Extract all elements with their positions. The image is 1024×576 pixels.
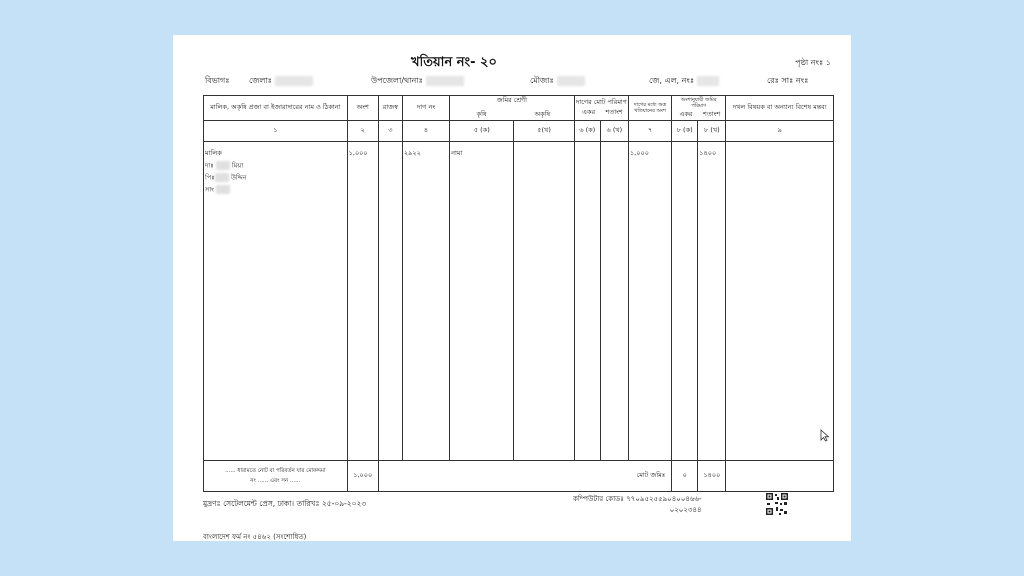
col-num-6a: ৬ (ক) bbox=[574, 121, 600, 142]
upazila-field: উপজেলা/থানাঃ bbox=[371, 75, 464, 88]
col-num-1: ১ bbox=[204, 121, 348, 142]
col-dag-header: দাগ নং bbox=[402, 96, 449, 121]
col-share-header: অংশ bbox=[347, 96, 378, 121]
total-label-cell: মোট জমিঃ bbox=[378, 461, 671, 492]
total-row bbox=[204, 461, 834, 492]
press-info: মুদ্রণঃ সেটেলমেন্ট প্রেস, ঢাকা। তারিখঃ ২৫-০৯-২০২৩ bbox=[203, 499, 367, 508]
dag-shotangsho-cell bbox=[600, 142, 628, 461]
remarks-cell bbox=[726, 142, 834, 461]
page-title: খতিয়ান নং- ২০ bbox=[411, 55, 497, 70]
col-land-class-header: জমির শ্রেণী কৃষি অকৃষি bbox=[450, 96, 575, 121]
col-num-8a: ৮ (ক) bbox=[672, 121, 698, 142]
page-number: পৃষ্ঠা নংঃ ১ bbox=[795, 58, 831, 67]
qr-code-icon bbox=[765, 492, 789, 516]
redacted-district bbox=[275, 76, 313, 86]
redacted-jl bbox=[697, 76, 719, 86]
acre-header-2: একর bbox=[679, 110, 693, 119]
table-row bbox=[204, 142, 834, 461]
khatian-table bbox=[203, 95, 834, 492]
col-num-3: ৩ bbox=[378, 121, 402, 142]
computer-code: কম্পিউটার কোডঃ ৭৭০৯৫২৫৫৯০৪০০৪৬৬- ০২০২৩৪৪ bbox=[573, 495, 702, 515]
redacted-father-name bbox=[215, 173, 229, 182]
col-dag-area-header: দাগের মোট পরিমাণ একর শতাংশ bbox=[574, 96, 628, 121]
dag-share-cell: ১,০০০ bbox=[628, 142, 671, 461]
total-remarks-cell bbox=[726, 461, 834, 492]
col-share-land-header: অংশানুযায়ী জমির পরিমাণ একর শতাংশ bbox=[672, 96, 726, 121]
revenue-cell bbox=[378, 142, 402, 461]
col-num-4: ৪ bbox=[402, 121, 449, 142]
district-field: জেলাঃ bbox=[249, 75, 313, 88]
redacted-mouza bbox=[557, 76, 585, 86]
acre-header: একর bbox=[581, 108, 596, 116]
dag-acre-cell bbox=[574, 142, 600, 461]
jl-no-field: জে, এল, নংঃ bbox=[649, 75, 719, 88]
col-num-8b: ৮ (খ) bbox=[698, 121, 726, 142]
share-total-cell: ১,০০০ bbox=[347, 461, 378, 492]
col-num-2: ২ bbox=[347, 121, 378, 142]
column-number-row bbox=[204, 121, 834, 142]
shotangsho-header: শতাংশ bbox=[605, 108, 623, 116]
share-land-cell: ১৪০০ bbox=[698, 142, 726, 461]
col-num-6b: ৬ (খ) bbox=[600, 121, 628, 142]
col-num-5b: ৫(খ) bbox=[514, 121, 574, 142]
mouza-field: মৌজাঃ bbox=[530, 75, 585, 88]
redacted-owner-name bbox=[216, 161, 230, 170]
col-num-9: ৯ bbox=[726, 121, 834, 142]
redacted-address bbox=[216, 185, 230, 194]
col-num-5a: ৫ (ক) bbox=[450, 121, 514, 142]
shotangsho-header-2: শতাংশ bbox=[702, 110, 721, 119]
header-row bbox=[204, 96, 834, 121]
khatian-document bbox=[173, 35, 851, 541]
nonagri-cell bbox=[514, 142, 574, 461]
owner-cell: মালিক দাঃ মিয়া পিঃ উদ্দিন সাং bbox=[204, 142, 348, 461]
col-num-7: ৭ bbox=[628, 121, 671, 142]
share-cell: ১,০০০ bbox=[347, 142, 378, 461]
mouse-cursor-icon bbox=[820, 429, 830, 442]
col-owner-header: মালিক, অকৃষি প্রজা বা ইজারাদারের নাম ও ঠিকানা bbox=[204, 96, 348, 121]
note-cell: ...... ধারামতে নোট বা পরিবর্তন যার মোকদ্দমা নং ...... এবং সন ...... bbox=[204, 461, 348, 492]
land-class-cell: নামা bbox=[450, 142, 514, 461]
dag-no-cell: ২৯২২ bbox=[402, 142, 449, 461]
agri-header: কৃষি bbox=[476, 110, 487, 118]
total-acre-cell: ০ bbox=[672, 461, 698, 492]
nonagri-header: অকৃষি bbox=[534, 110, 551, 118]
rs-no-field: রেঃ সাঃ নংঃ bbox=[767, 76, 809, 85]
total-shotangsho-cell: ১৪০০ bbox=[698, 461, 726, 492]
share-acre-cell bbox=[672, 142, 698, 461]
redacted-upazila bbox=[426, 76, 464, 86]
col-revenue-header: রাজস্ব bbox=[378, 96, 402, 121]
division-field: বিভাগঃ bbox=[205, 76, 230, 85]
col-dag-share-header: দাগের মধ্যে অত্র খতিয়ানের অংশ bbox=[628, 96, 671, 121]
form-number: বাংলাদেশ ফর্ম নং ৫৪৬২ (সংশোধিত) bbox=[203, 533, 307, 541]
col-remarks-header: দখল বিষয়ক বা অন্যান্য বিশেষ মন্তব্য bbox=[726, 96, 834, 121]
